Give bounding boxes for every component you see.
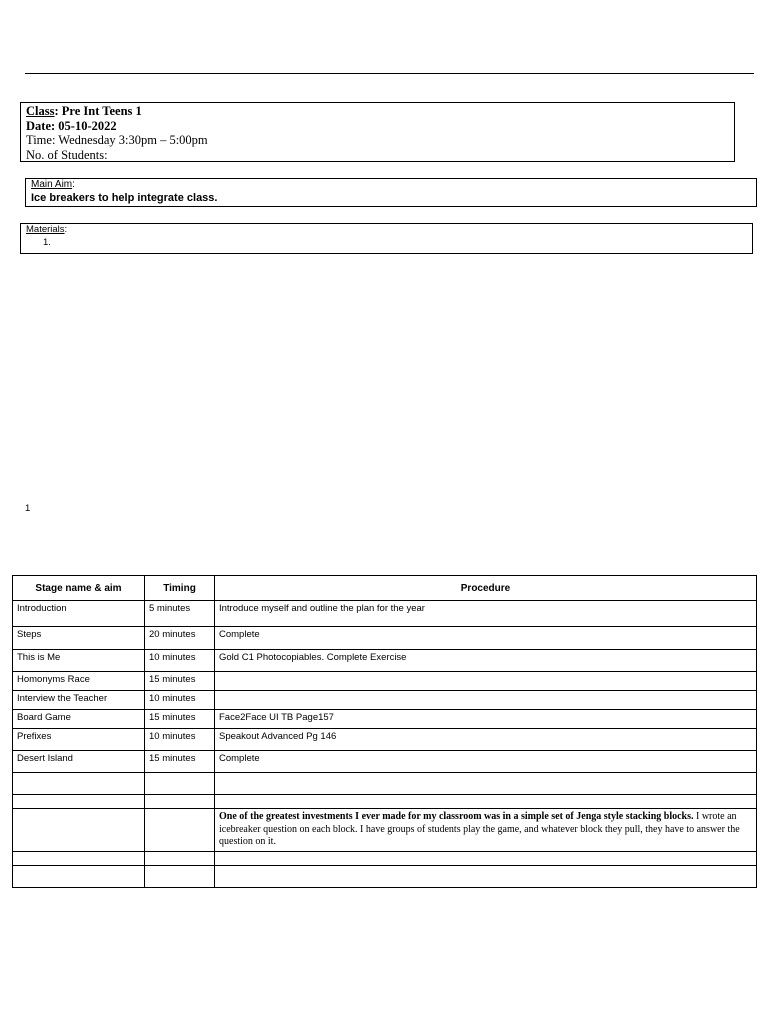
stage-cell — [13, 865, 145, 887]
jenga-note-cell — [215, 809, 757, 852]
stage-cell: This is Me — [13, 650, 145, 672]
table-row — [13, 751, 757, 773]
timing-cell — [145, 773, 215, 795]
table-row — [13, 729, 757, 751]
procedure-cell: Complete — [215, 627, 757, 650]
table-row — [13, 601, 757, 627]
timing-cell — [145, 795, 215, 809]
date-line: Date: 05-10-2022 — [26, 118, 117, 133]
main-aim-label: Main Aim: — [31, 179, 75, 190]
main-aim-text: Ice breakers to help integrate class. — [31, 192, 218, 204]
table-row — [13, 691, 757, 710]
header-procedure: Procedure — [215, 576, 757, 601]
stage-cell — [13, 851, 145, 865]
timing-cell: 5 minutes — [145, 601, 215, 627]
class-label: Class — [26, 104, 55, 118]
stage-cell — [13, 795, 145, 809]
timing-cell: 15 minutes — [145, 672, 215, 691]
timing-cell: 20 minutes — [145, 627, 215, 650]
procedure-cell — [215, 851, 757, 865]
stage-cell: Prefixes — [13, 729, 145, 751]
timing-cell: 10 minutes — [145, 650, 215, 672]
materials-item: 1. — [43, 237, 51, 248]
table-row — [13, 650, 757, 672]
table-row — [13, 773, 757, 795]
materials-box — [20, 223, 753, 254]
procedure-cell — [215, 672, 757, 691]
stage-cell — [13, 809, 145, 852]
procedure-cell — [215, 773, 757, 795]
table-row — [13, 710, 757, 729]
table-row — [13, 809, 757, 852]
page-number: 1 — [25, 503, 31, 514]
header-timing: Timing — [145, 576, 215, 601]
materials-label: Materials: — [26, 224, 68, 235]
main-aim-box — [25, 178, 757, 207]
procedure-cell: Speakout Advanced Pg 146 — [215, 729, 757, 751]
table-row — [13, 865, 757, 887]
timing-cell: 10 minutes — [145, 691, 215, 710]
stage-cell: Board Game — [13, 710, 145, 729]
procedure-cell: Gold C1 Photocopiables. Complete Exercise — [215, 650, 757, 672]
time-line: Time: Wednesday 3:30pm – 5:00pm — [26, 133, 208, 148]
timing-cell: 15 minutes — [145, 710, 215, 729]
class-value: : Pre Int Teens 1 — [54, 104, 142, 118]
procedure-cell — [215, 795, 757, 809]
table-header-row — [13, 576, 757, 601]
timing-cell: 10 minutes — [145, 729, 215, 751]
class-info-box — [20, 102, 735, 162]
stage-cell: Desert Island — [13, 751, 145, 773]
jenga-note-text: I wrote an icebreaker question on each block. I have groups of students play the game, and whatever block they pull, they have to answer the question on it. — [219, 811, 740, 847]
timing-cell — [145, 851, 215, 865]
header-rule — [25, 73, 754, 74]
procedure-cell: Introduce myself and outline the plan for the year — [215, 601, 757, 627]
table-row — [13, 851, 757, 865]
header-stage: Stage name & aim — [13, 576, 145, 601]
students-line: No. of Students: — [26, 147, 108, 162]
timing-cell — [145, 809, 215, 852]
jenga-note-bold: One of the greatest investments I ever made for my classroom was in a simple set of Jenga style stacking blocks. — [219, 811, 694, 822]
procedure-cell — [215, 691, 757, 710]
stage-cell: Steps — [13, 627, 145, 650]
stage-cell — [13, 773, 145, 795]
procedure-cell: Complete — [215, 751, 757, 773]
stage-cell: Homonyms Race — [13, 672, 145, 691]
procedure-cell — [215, 865, 757, 887]
table-row — [13, 672, 757, 691]
timing-cell: 15 minutes — [145, 751, 215, 773]
table-row — [13, 795, 757, 809]
stage-cell: Introduction — [13, 601, 145, 627]
table-row — [13, 627, 757, 650]
procedure-cell: Face2Face UI TB Page157 — [215, 710, 757, 729]
lesson-plan-table — [12, 575, 757, 888]
class-line — [26, 104, 729, 119]
stage-cell: Interview the Teacher — [13, 691, 145, 710]
timing-cell — [145, 865, 215, 887]
